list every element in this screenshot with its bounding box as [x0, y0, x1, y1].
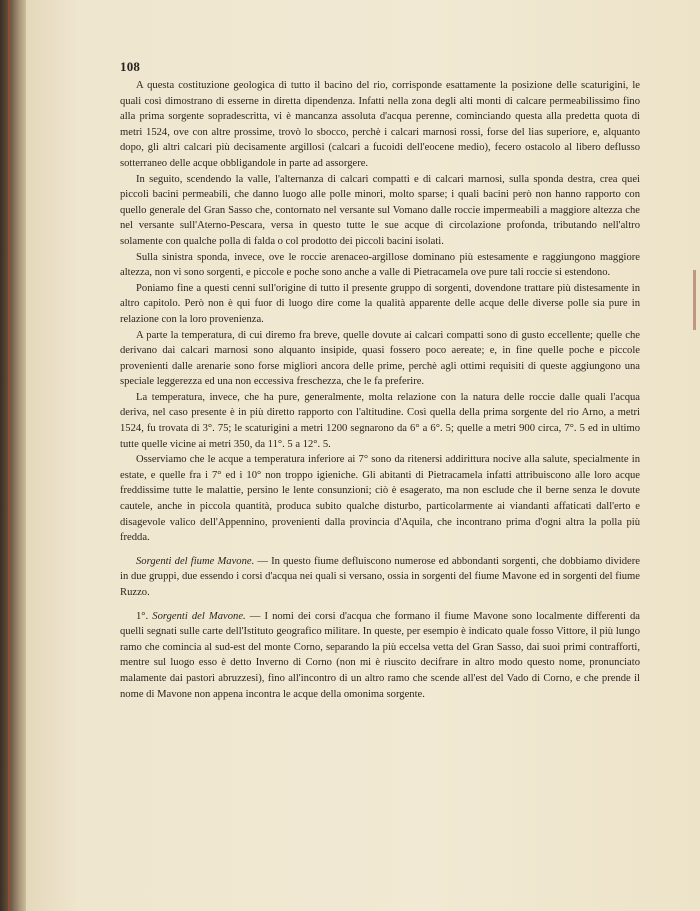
spine-edge-line: [8, 0, 10, 911]
paragraph: A questa costituzione geologica di tutto il bacino del rio, corrisponde esattamente la posizione delle scaturigini, le quali così dimostrano di esserne in diretta dipendenza. Infatti nella zona degli alti monti di calcare permeabilissimo fino alla prima sorgente sopradescritta, vi è mancanza assoluta d'acqua perenne, cominciando questa alla predetta quota di metri 1524, ove con altre prossime, trovò lo sbocco, perchè i calcari marnosi rossi, forse del lias superiore, e, alquanto dopo, gli altri calcari più decisamente argillosi (calcari a fucoidi dell'eocene medio), fecero ostacolo al libero deflusso sotterraneo delle acque obbligandole in parte ad assorgere.: [120, 80, 640, 169]
paragraph: Poniamo fine a questi cenni sull'origine di tutto il presente gruppo di sorgenti, dovendone trattare più distesamente in altro capitolo. Però non è qui fuor di luogo dire come la qualità apparente delle acque delle diverse polle sia pure in relazione con la loro provenienza.: [120, 282, 640, 325]
book-spine: [0, 0, 26, 911]
paragraph: Sulla sinistra sponda, invece, ove le roccie arenaceo-argillose dominano più estesamente e raggiungono maggiore altezza, non vi sono sorgenti, e piccole e poche sono anche a valle di Pietracamela ove pure tali roccie si estendono.: [120, 251, 640, 279]
section-text: — In questo fiume defluiscono numerose ed abbondanti sorgenti, che dobbiamo dividere in due gruppi, due essendo i corsi d'acqua nei quali si versano, ossia in sorgenti del fiume Mavone ed in sorgenti del fiume Ruzzo.: [120, 555, 640, 598]
paragraph: In seguito, scendendo la valle, l'alternanza di calcari compatti e di calcari marnosi, sulla sponda destra, crea quei piccoli bacini permeabili, che danno luogo alle polle minori, molto sparse; i quali bacini però non hanno rapporto con quello generale del Gran Sasso che, contornato nel versante sul Vomano dalle roccie impermeabili a maggiore altezza che nel versante sull'Aterno-Pescara, versa in questo tutte le sue acque di circolazione profonda, tributando nell'altro solamente con qualche polla di falda o col prodotto dei piccoli bacini isolati.: [120, 173, 640, 247]
paragraph: La temperatura, invece, che ha pure, generalmente, molta relazione con la natura delle roccie dalle quali l'acqua deriva, nel caso presente è in più diretto rapporto con l'altitudine. Così quella della prima sorgente del rio Arno, a metri 1524, fu trovata di 3°. 75; le scaturigini a metri 1200 segnarono da 6° a 6°. 5; quelle a metri 900 circa, 7°. 5 ed in ultimo tutte quelle vicine ai metri 350, da 11°. 5 a 12°. 5.: [120, 391, 640, 450]
paragraph: A parte la temperatura, di cui diremo fra breve, quelle dovute ai calcari compatti sono di gusto eccellente; quelle che derivano dai calcari marnosi sono alquanto insipide, quasi fossero poco aereate; e, in fine quelle poche e piccole provenienti dalle arenarie sono forse migliori ancora delle prime, perchè agli ottimi requisiti di queste aggiungono una speciale leggerezza ed una non eccessiva freschezza, che le fa preferire.: [120, 329, 640, 388]
paragraph: Osserviamo che le acque a temperatura inferiore ai 7° sono da ritenersi addirittura nocive alla salute, specialmente in estate, e quelle fra i 7° ed i 10° non troppo igieniche. Gli abitanti di Pietracamela infatti attribuiscono alle loro acque freddissime tutte le malattie, persino le lente consunzioni; ciò è esagerato, ma non esclude che il berne senza le dovute cautele, anche in piccola quantità, produca subito qualche disturbo, particolarmente ai viandanti affaticati dall'erto e disagevole valico dell'Appennino, provenienti dalla provincia d'Aquila, che incontrano prima d'ogni altra la polla più fredda.: [120, 454, 640, 544]
section-mavone-paragraph: [120, 554, 640, 601]
section-number: 1°.: [136, 610, 153, 622]
page-edge-mark: [693, 270, 696, 330]
section-1-paragraph: [120, 609, 640, 703]
section-heading: Sorgenti del Mavone.: [152, 610, 246, 622]
section-text: — I nomi dei corsi d'acqua che formano il fiume Mavone sono localmente differenti da quelli segnati sulle carte dell'Istituto geografico militare. In queste, per esempio è indicato quale fosso Vittore, il più lungo ramo che comincia al sud-est del monte Corno, separando la più eccelsa vetta del Gran Sasso, dai suoi primi contrafforti, mentre sul luogo esso è detto Inverno di Corno (non mi è riuscito decifrare in altro modo questo nome, pronunciato malamente dai pastori abruzzesi), fino all'incontro di un altro ramo che scende all'est del Vado di Corno, e che prende il nome di Mavone non appena incontra le acque della omonima sorgente.: [120, 610, 640, 700]
page-content: [120, 58, 640, 702]
page-number: 108: [120, 59, 141, 74]
section-heading: Sorgenti del fiume Mavone.: [136, 555, 255, 567]
